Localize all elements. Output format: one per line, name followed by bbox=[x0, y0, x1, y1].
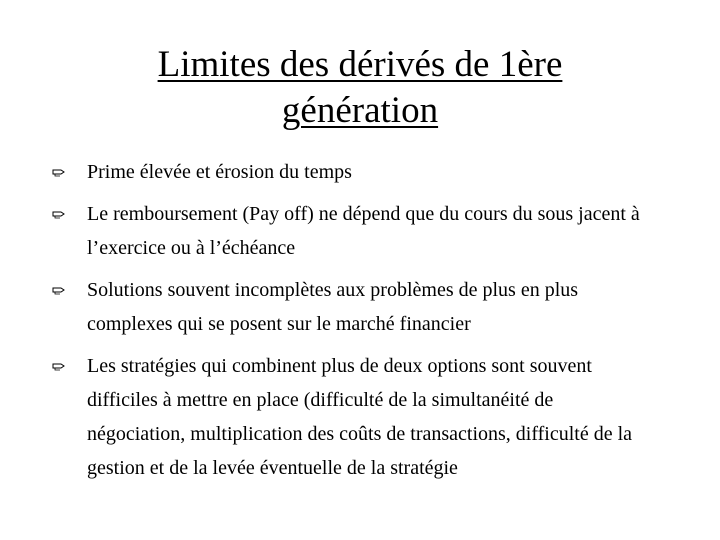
slide-title bbox=[60, 42, 660, 134]
bullet-text: Prime élevée et érosion du temps bbox=[87, 161, 352, 183]
bullet-item bbox=[52, 273, 652, 341]
bullet-list bbox=[52, 155, 652, 493]
bullet-text: Solutions souvent incomplètes aux problèmes de plus en plus complexes qui se posent sur le marché financier bbox=[87, 279, 579, 335]
bullet-text: Les stratégies qui combinent plus de deux options sont souvent difficiles à mettre en place (difficulté de la simultanéité de négociation, multiplication des coûts de transactions, difficulté de la gestion et de la levée éventuelle de la stratégie bbox=[87, 355, 633, 479]
bullet-item bbox=[52, 349, 652, 485]
bullet-text: Le remboursement (Pay off) ne dépend que du cours du sous jacent à l’exercice ou à l’échéance bbox=[87, 203, 640, 259]
slide-title-line-2: génération bbox=[281, 90, 439, 131]
pointing-hand-icon bbox=[52, 167, 65, 177]
bullet-item bbox=[52, 197, 652, 265]
slide-title-line-1: Limites des dérivés de 1ère bbox=[157, 44, 563, 85]
pointing-hand-icon bbox=[52, 361, 65, 371]
bullet-item bbox=[52, 155, 652, 189]
pointing-hand-icon bbox=[52, 209, 65, 219]
pointing-hand-icon bbox=[52, 285, 65, 295]
